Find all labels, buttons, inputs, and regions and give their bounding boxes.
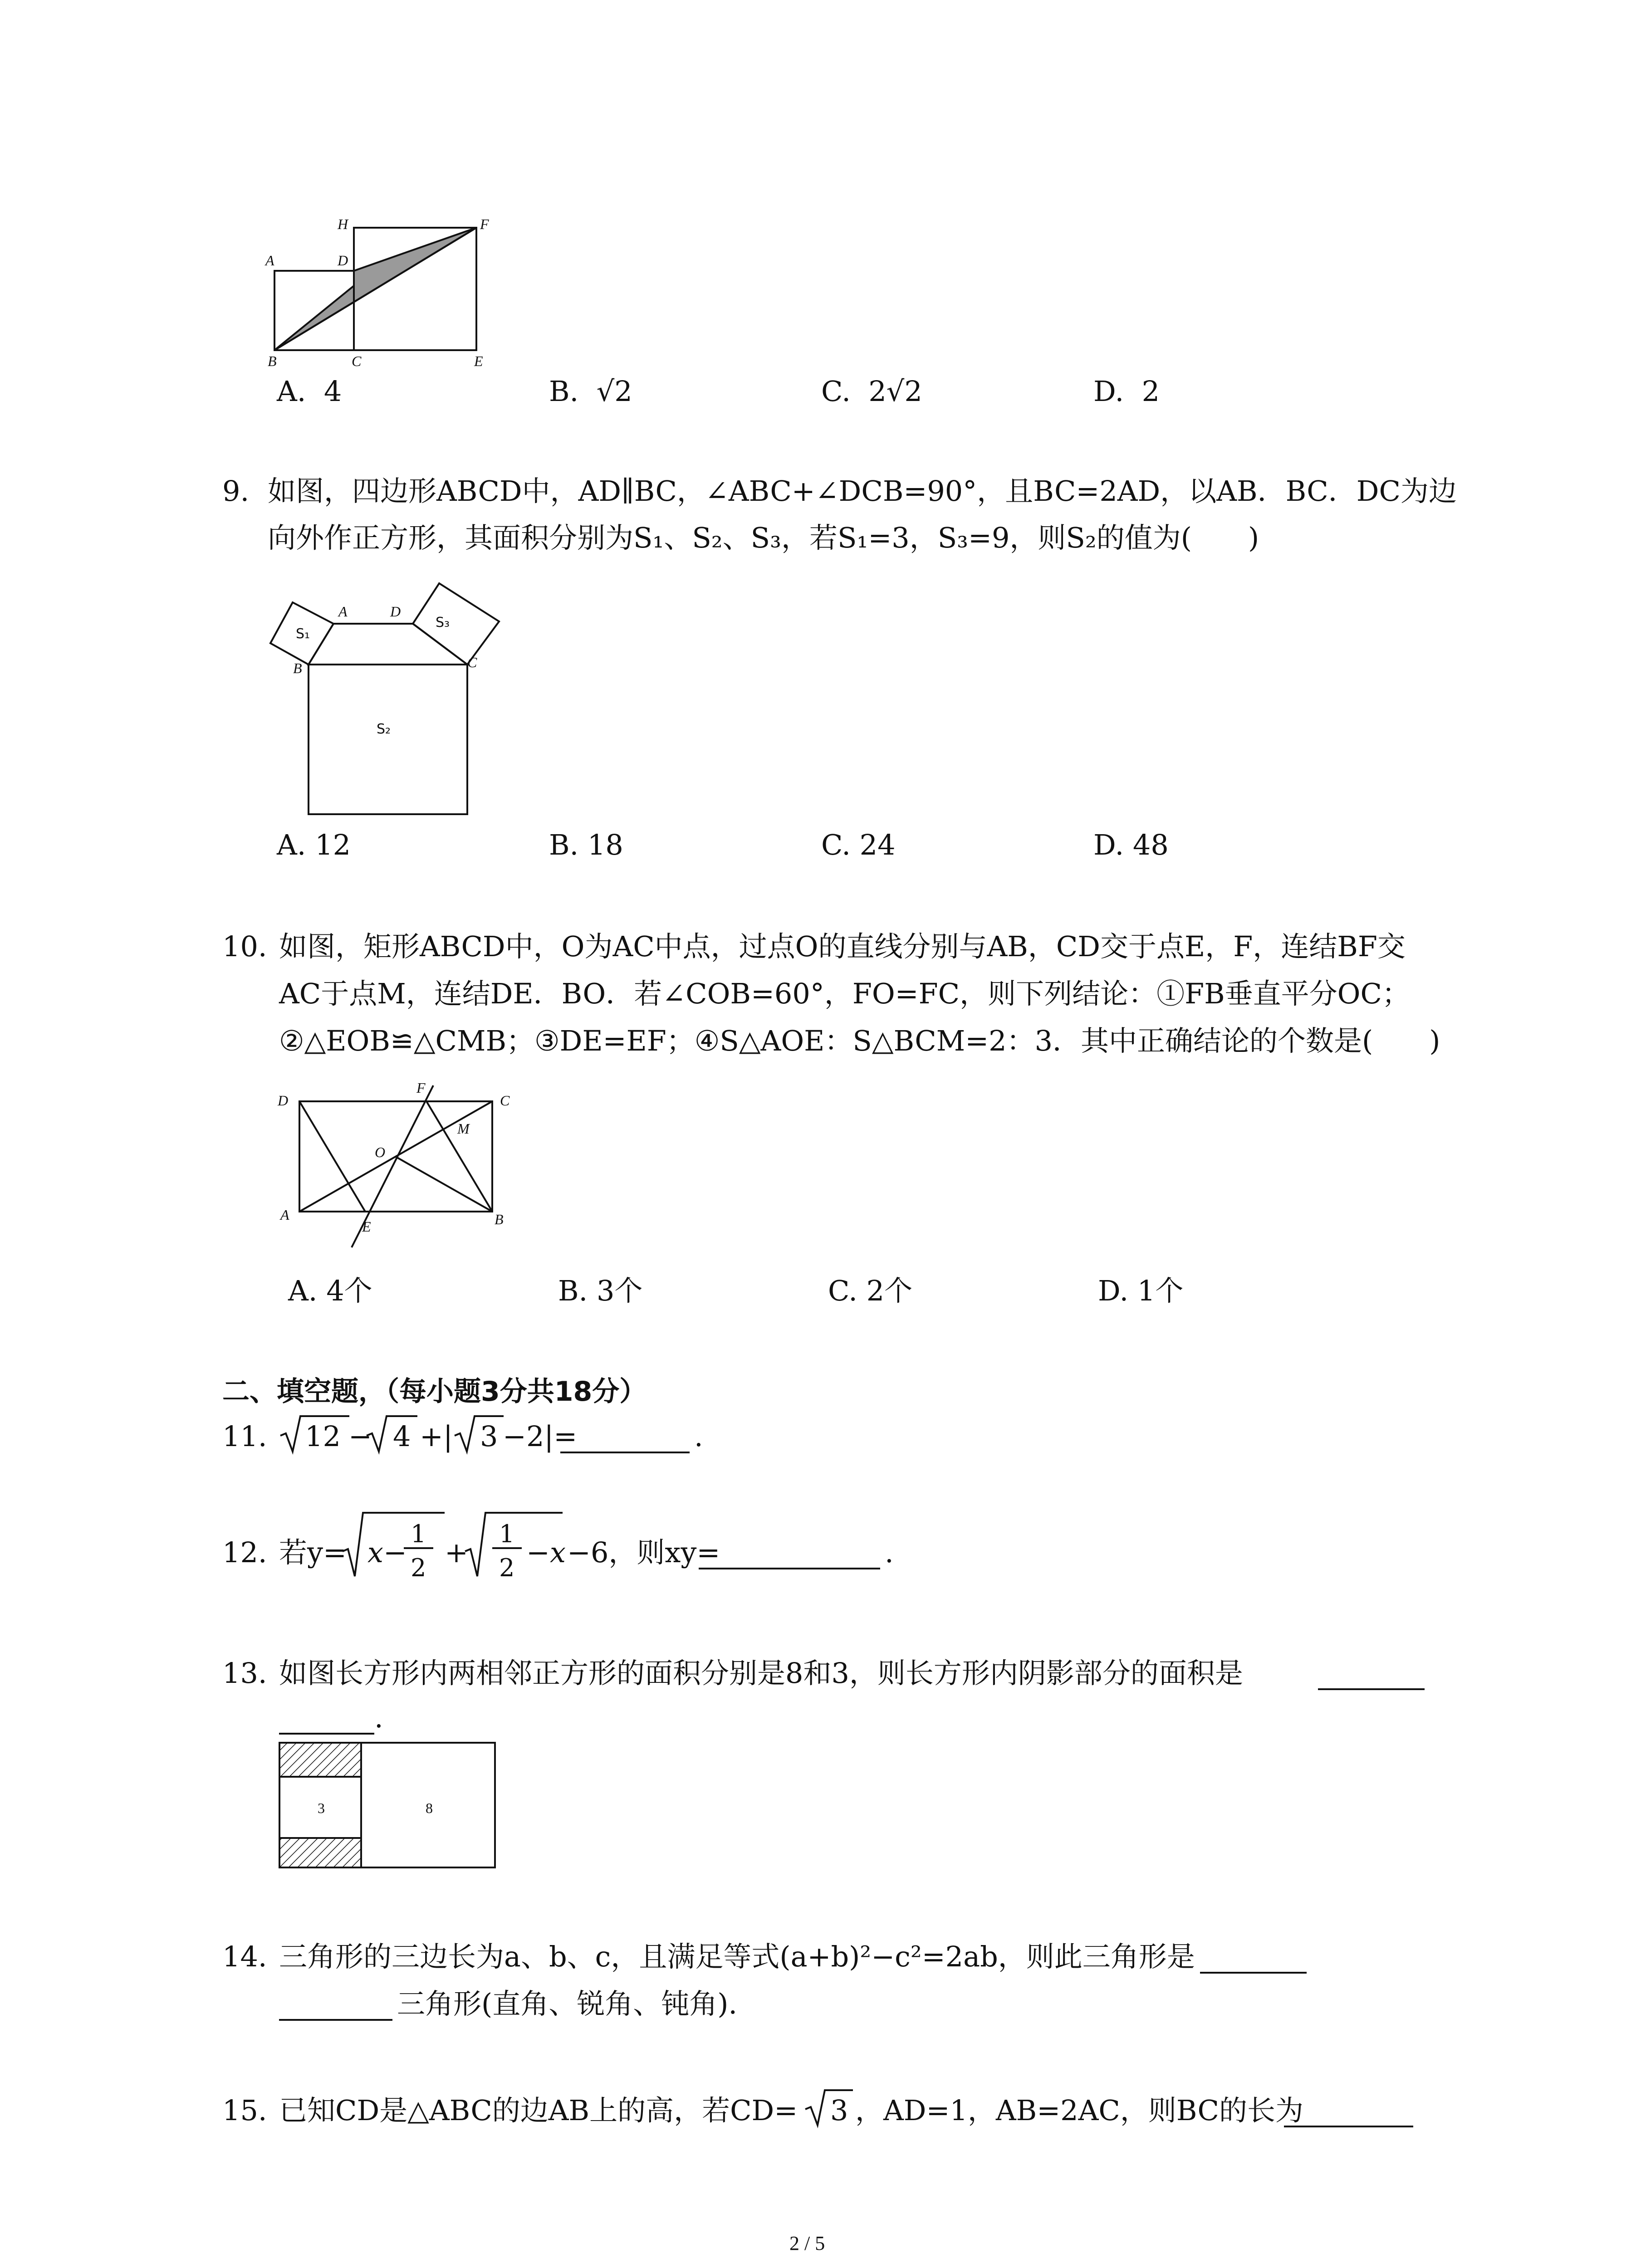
q10-option-d: D. 1个 <box>1098 1274 1184 1307</box>
q13-text: 如图长方形内两相邻正方形的面积分别是8和3，则长方形内阴影部分的面积是 <box>279 1657 1243 1690</box>
q11-period: . <box>694 1420 703 1453</box>
q9-option-a: A. 12 <box>277 828 351 861</box>
q8-label-D: D <box>338 252 348 269</box>
q8-label-B: B <box>268 353 277 369</box>
q9-label-C: C <box>467 654 477 670</box>
q11-radicand-12: 12 <box>305 1420 341 1453</box>
q12-x-minus: x− <box>367 1536 407 1569</box>
q14-number: 14. <box>222 1940 267 1973</box>
q15-answer-blank[interactable] <box>1284 2103 1413 2127</box>
q10-label-F: F <box>416 1080 426 1096</box>
q11-abs-open: +| <box>420 1420 453 1453</box>
q10-line-1: 如图，矩形ABCD中，O为AC中点，过点O的直线分别与AB，CD交于点E，F，连结BF交 <box>279 930 1406 963</box>
q13-big-square-label: 8 <box>426 1800 433 1816</box>
q8-option-d: D. 2 <box>1093 375 1160 408</box>
q10-label-C: C <box>500 1092 510 1109</box>
q12-minus-x: −x <box>526 1536 566 1569</box>
q9-label-B: B <box>293 660 302 676</box>
q15-radicand: 3 <box>830 2094 848 2127</box>
q15-prefix: 已知CD是△ABC的边AB上的高，若CD= <box>279 2094 798 2127</box>
q8-label-C: C <box>352 353 362 369</box>
q10-label-E: E <box>362 1218 371 1235</box>
q14-line-2: 三角形(直角、锐角、钝角). <box>397 1987 738 2020</box>
q13-period: . <box>374 1701 383 1734</box>
q11-abs-close: −2|= <box>503 1420 578 1453</box>
q12-number: 12. <box>222 1536 267 1569</box>
q10-number: 10. <box>222 930 267 963</box>
q9-line-2: 向外作正方形，其面积分别为S₁、S₂、S₃，若S₁=3，S₃=9，则S₂的值为( ) <box>268 521 1259 554</box>
q9-label-S3: S₃ <box>436 615 450 631</box>
q10-label-D: D <box>278 1092 289 1109</box>
q10-option-a: A. 4个 <box>288 1274 372 1307</box>
page-number: 2 / 5 <box>789 2232 825 2254</box>
q9-label-D: D <box>390 603 401 620</box>
q9-line-1: 如图，四边形ABCD中，AD∥BC，∠ABC+∠DCB=90°，且BC=2AD，以AB．BC．DC为边 <box>268 474 1457 508</box>
q10-line-2: AC于点M，连结DE．BO．若∠COB=60°，FO=FC，则下列结论：①FB垂直平分OC； <box>279 977 1410 1010</box>
q9-number: 9. <box>222 474 250 508</box>
q10-label-B: B <box>495 1211 504 1227</box>
q12-frac2-num: 1 <box>499 1520 515 1548</box>
q8-option-a: A. 4 <box>277 375 342 408</box>
q9-option-c: C. 24 <box>821 828 896 861</box>
q15-number: 15. <box>222 2094 267 2127</box>
q9-label-S1: S₁ <box>296 626 310 642</box>
q12-prefix: 若y= <box>279 1536 347 1569</box>
section-2-heading: 二、填空题，（每小题3分共18分） <box>222 1376 647 1408</box>
q8-label-E: E <box>474 353 483 369</box>
q12-frac1-den: 2 <box>411 1554 426 1582</box>
q10-label-O: O <box>375 1144 386 1160</box>
q12-minus6: −6，则xy= <box>567 1536 720 1569</box>
q12-plus: + <box>445 1536 468 1569</box>
q8-label-F: F <box>480 216 489 232</box>
q12-frac2-den: 2 <box>499 1554 515 1582</box>
q13-number: 13. <box>222 1657 267 1690</box>
q15-suffix: ，AD=1，AB=2AC，则BC的长为 <box>855 2094 1303 2127</box>
q9-option-b: B. 18 <box>549 828 623 861</box>
q11-radicand-3: 3 <box>480 1420 498 1453</box>
q11-number: 11. <box>222 1420 267 1453</box>
q12-frac1-num: 1 <box>411 1520 426 1548</box>
q13-small-square-label: 3 <box>318 1800 325 1816</box>
q8-label-H: H <box>338 216 348 232</box>
q9-label-A: A <box>338 603 348 620</box>
q10-option-b: B. 3个 <box>558 1274 643 1307</box>
q10-line-3: ②△EOB≌△CMB；③DE=EF；④S△AOE：S△BCM=2：3．其中正确结论的个数是( ) <box>279 1024 1440 1057</box>
q9-label-S2: S₂ <box>377 721 391 737</box>
q8-option-c: C. 2√2 <box>821 375 922 408</box>
q8-option-b: B. √2 <box>549 375 632 408</box>
q10-label-A: A <box>280 1207 289 1223</box>
q12-period: . <box>885 1536 894 1569</box>
q9-option-d: D. 48 <box>1093 828 1169 861</box>
q14-line-1: 三角形的三边长为a、b、c，且满足等式(a+b)²−c²=2ab，则此三角形是 <box>279 1940 1195 1973</box>
q11-minus: − <box>348 1420 372 1453</box>
q10-option-c: C. 2个 <box>828 1274 913 1307</box>
q11-radicand-4: 4 <box>393 1420 411 1453</box>
q10-label-M: M <box>457 1120 470 1137</box>
q8-label-A: A <box>265 252 274 269</box>
